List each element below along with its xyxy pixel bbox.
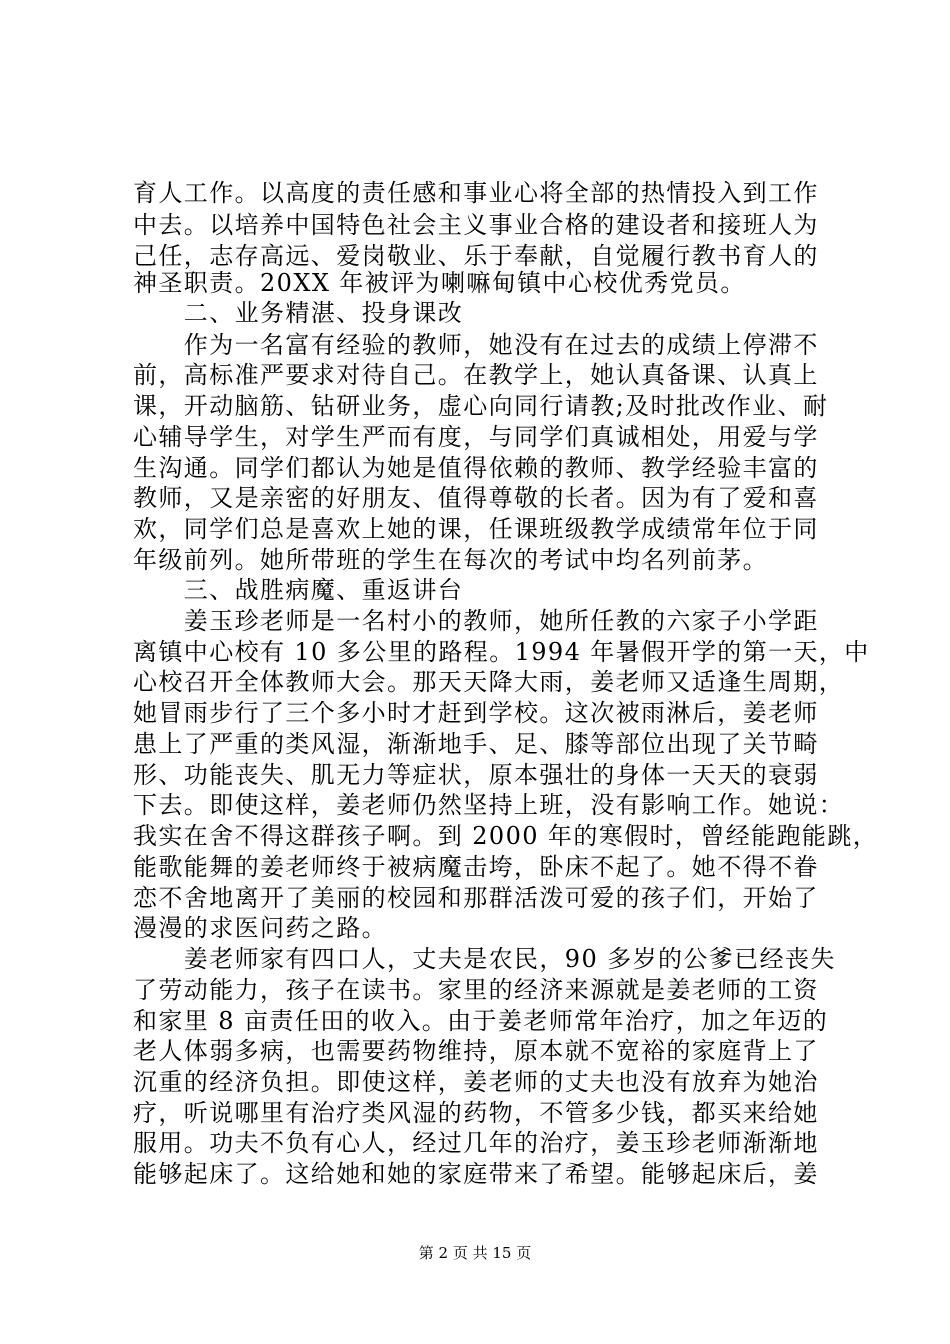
text-line: 服用。功夫不负有心人，经过几年的治疗，姜玉珍老师渐渐地 <box>133 1129 819 1157</box>
text-line: 能够起床了。这给她和她的家庭带来了希望。能够起床后，姜 <box>133 1160 819 1188</box>
text-line: 神圣职责。20XX 年被评为喇嘛甸镇中心校优秀党员。 <box>133 269 746 297</box>
text-line: 沉重的经济负担。即使这样，姜老师的丈夫也没有放弃为她治 <box>133 1068 819 1096</box>
text-line: 心辅导学生，对学生严而有度，与同学们真诚相处，用爱与学 <box>133 423 819 451</box>
text-line: 心校召开全体教师大会。那天天降大雨，姜老师又适逢生周期， <box>133 668 845 696</box>
text-line: 欢，同学们总是喜欢上她的课，任课班级教学成绩常年位于同 <box>133 515 819 543</box>
text-line: 她冒雨步行了三个多小时才赶到学校。这次被雨淋后，姜老师 <box>133 699 819 727</box>
text-line: 形、功能丧失、肌无力等症状，原本强壮的身体一天天的衰弱 <box>133 761 819 789</box>
text-line: 漫漫的求医问药之路。 <box>133 914 387 942</box>
text-line: 了劳动能力，孩子在读书。家里的经济来源就是姜老师的工资 <box>133 976 819 1004</box>
text-line: 老人体弱多病，也需要药物维持，原本就不宽裕的家庭背上了 <box>133 1037 819 1065</box>
text-line: 教师，又是亲密的好朋友、值得尊敬的长者。因为有了爱和喜 <box>133 484 819 512</box>
text-line: 中去。以培养中国特色社会主义事业合格的建设者和接班人为 <box>133 211 819 239</box>
text-line: 年级前列。她所带班的学生在每次的考试中均名列前茅。 <box>133 546 768 574</box>
text-line: 生沟通。同学们都认为她是值得依赖的教师、教学经验丰富的 <box>133 454 819 482</box>
text-line: 课，开动脑筋、钻研业务，虚心向同行请教;及时批改作业、耐 <box>133 392 829 420</box>
page-footer: 第 2 页 共 15 页 <box>418 1244 532 1262</box>
text-line: 姜老师家有四口人，丈夫是农民，90 多岁的公爹已经丧失 <box>133 945 836 973</box>
section-heading: 三、战胜病魔、重返讲台 <box>133 576 464 604</box>
section-heading: 二、业务精湛、投身课改 <box>133 299 464 327</box>
text-line: 和家里 8 亩责任田的收入。由于姜老师常年治疗，加之年迈的 <box>133 1007 829 1035</box>
text-line: 患上了严重的类风湿，渐渐地手、足、膝等部位出现了关节畸 <box>133 730 819 758</box>
text-line: 姜玉珍老师是一名村小的教师，她所任教的六家子小学距 <box>133 607 819 635</box>
text-line: 疗，听说哪里有治疗类风湿的药物，不管多少钱，都买来给她 <box>133 1099 819 1127</box>
text-line: 离镇中心校有 10 多公里的路程。1994 年暑假开学的第一天，中 <box>133 638 870 666</box>
text-line: 作为一名富有经验的教师，她没有在过去的成绩上停滞不 <box>133 331 819 359</box>
text-line: 育人工作。以高度的责任感和事业心将全部的热情投入到工作 <box>133 179 819 207</box>
text-line: 恋不舍地离开了美丽的校园和那群活泼可爱的孩子们，开始了 <box>133 884 819 912</box>
text-line: 前，高标准严要求对待自己。在教学上，她认真备课、认真上 <box>133 361 819 389</box>
text-line: 我实在舍不得这群孩子啊。到 2000 年的寒假时，曾经能跑能跳， <box>133 822 879 850</box>
text-line: 己任，志存高远、爱岗敬业、乐于奉献，自觉履行教书育人的 <box>133 242 819 270</box>
text-line: 下去。即使这样，姜老师仍然坚持上班，没有影响工作。她说： <box>133 791 845 819</box>
text-line: 能歌能舞的姜老师终于被病魔击垮，卧床不起了。她不得不眷 <box>133 853 819 881</box>
